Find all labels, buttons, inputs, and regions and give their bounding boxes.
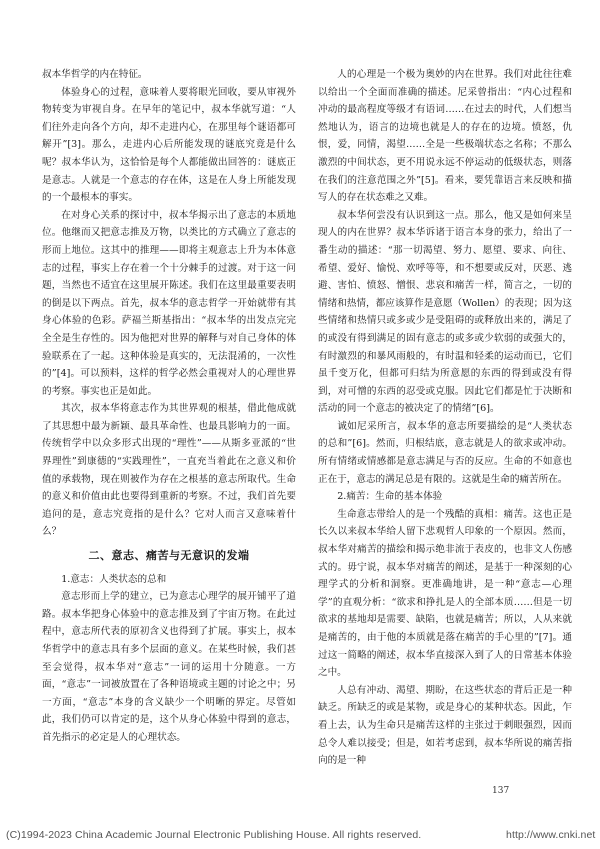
paragraph: 在对身心关系的探讨中，叔本华揭示出了意志的本质地位。他继而又把意志推及万物，以类比的方式确立了意志的形而上地位。这其中的推理——即将主观意志上升为本体意志的过程，事实上存在着一个十分棘手的过渡。对于这一问题，当然也不适宜在这里展开陈述。我们在这里最重要表明的倒是以下两点。首先，叔本华的意志哲学一开始就带有其身心体验的色彩。萨福兰斯基指出：“叔本华的出发点完完全全是生存性的。因为他把对世界的解释与对自己身体的体验联系在了一起。这种体验是真实的，无法混淆的，一次性的”[4]。可以预料，这样的哲学必然会重视对人的心理世界的考察。事实也正是如此。 [42, 209, 296, 397]
paragraph: 生命意志带给人的是一个残酷的真相：痛苦。这也正是长久以来叔本华给人留下悲观哲人印象的一个原因。然而，叔本华对痛苦的描绘和揭示绝非流于表皮的，也非文人伤感式的。毋宁说，叔本华对痛苦的阐述，是基于一种深刻的心理学式的分析和洞察。更准确地讲，是一种“意志—心理学”的直观分析：“欲求和挣扎是人的全部本质……但是一切欲求的基地却是需要、缺陷，也就是痛苦；所以，人从来就是痛苦的，由于他的本质就是落在痛苦的手心里的”[7]。通过这一简略的阐述，叔本华直接深入到了人的日常基本体验之中。 [318, 508, 572, 679]
left-column [42, 66, 296, 747]
paragraph: 叔本华哲学的内在特征。 [42, 69, 148, 80]
paragraph: 诚如尼采所言，叔本华的意志所要描绘的是“人类状态的总和”[6]。然而，归根结底，意志就是人的欲求或冲动。所有情绪或情感都是意志满足与否的反应。生命的不如意也正在于，意志的满足总是有限的。这就是生命的痛苦所在。 [318, 420, 572, 485]
footer [6, 829, 596, 841]
paragraph: 意志形而上学的建立，已为意志心理学的展开铺平了道路。叔本华把身心体验中的意志推及到了宇宙万物。在此过程中，意志所代表的原初含义也得到了扩展。事实上，叔本华哲学中的意志具有多个层面的意义。在某些时候，我们甚至会觉得，叔本华对“意志”一词的运用十分随意。一方面，“意志”一词被放置在了各种语境或主题的讨论之中；另一方面，“意志”本身的含义缺少一个明晰的界定。尽管如此，我们仍可以肯定的是，这个从身心体验中得到的意志，首先指示的必定是人的心理状态。 [42, 591, 296, 743]
paragraph: 叔本华何尝没有认识到这一点。那么，他又是如何来呈现人的内在世界？叔本华诉诸于语言本身的张力，给出了一番生动的描述：“那一切渴望、努力、愿望、要求、向往、希望、爱好、愉悦、欢呼等等，和不想要或反对，厌恶、逃避、害怕、愤怒、憎恨、悲哀和痛苦一样，简言之，一切的情绪和热情，都应该算作是意愿（Wollen）的表现；因为这些情绪和热情只或多或少是受阻碍的或释放出来的，满足了的或没有得到满足的固有意志的或多或少软弱的或强大的，有时激烈的和暴风雨般的，有时温和轻柔的运动而已，它们虽千变万化，但都可归结为所意愿的东西的得到或没有得到，对可憎的东西的忍受或克服。因此它们都是忙于决断和活动的同一个意志的被决定了的情绪”[6]。 [318, 209, 572, 415]
copyright-notice: (C)1994-2023 China Academic Journal Electronic Publishing House. All rights reserved. [6, 829, 422, 841]
paragraph: 其次，叔本华将意志作为其世界观的根基，借此他成就了其思想中最为新颖、最具革命性、也最具影响力的一面。传统哲学中以众多形式出现的“理性”——从斯多亚派的“世界理性”到康德的“实践理性”，一直充当着此在之意义和价值的承载物，现在则被作为存在之根基的意志所取代。生命的意义和价值由此也要得到重新的考察。不过，我们首先要追问的是，意志究竟指的是什么？它对人而言又意味着什么？ [42, 403, 296, 538]
right-column [318, 66, 572, 770]
page-number: 137 [492, 786, 510, 796]
paragraph: 人总有冲动、渴望、期盼，在这些状态的背后正是一种缺乏。所缺乏的或是某物，或是身心的某种状态。因此，乍看上去，认为生命只是痛苦这样的主张过于刺眼强烈，因而总令人难以接受；但是，如若考虑到，叔本华所说的痛苦指向的是一种 [318, 684, 572, 767]
section-heading: 二、意志、痛苦与无意识的发端 [88, 549, 250, 563]
paragraph: 体验身心的过程，意味着人要将眼光回收，要从审视外物转变为审视自身。在早年的笔记中，叔本华就写道：“人们往外走向各个方向，却不走进内心，在那里每个谜语都可解开”[3]。那么，走进内心后所能发现的谜底究竟是什么呢？叔本华认为，这恰恰是每个人都能做出回答的：谜底正是意志。人就是一个意志的存在体，这是在人身上所能发现的一个最根本的事实。 [42, 86, 296, 204]
subsection-heading: 1.意志：人类状态的总和 [61, 573, 167, 585]
paragraph: 人的心理是一个极为奥妙的内在世界。我们对此往往难以给出一个全面而准确的描述。尼采曾指出：“内心过程和冲动的最高程度等级才有语词……在过去的时代，人们想当然地认为，语言的边境也就是人的存在的边境。愤怒，仇恨，爱，同情，渴望……全是一些极端状态之名称；不那么激烈的中间状态，更不用说永远不停运动的低级状态，则落在我们的注意范围之外”[5]。看来，要凭靠语言来反映和描写人的存在状态难之又难。 [318, 69, 572, 204]
subsection-heading: 2.痛苦：生命的基本体验 [337, 491, 443, 503]
footer-url[interactable]: http://www.cnki.net [506, 829, 596, 841]
